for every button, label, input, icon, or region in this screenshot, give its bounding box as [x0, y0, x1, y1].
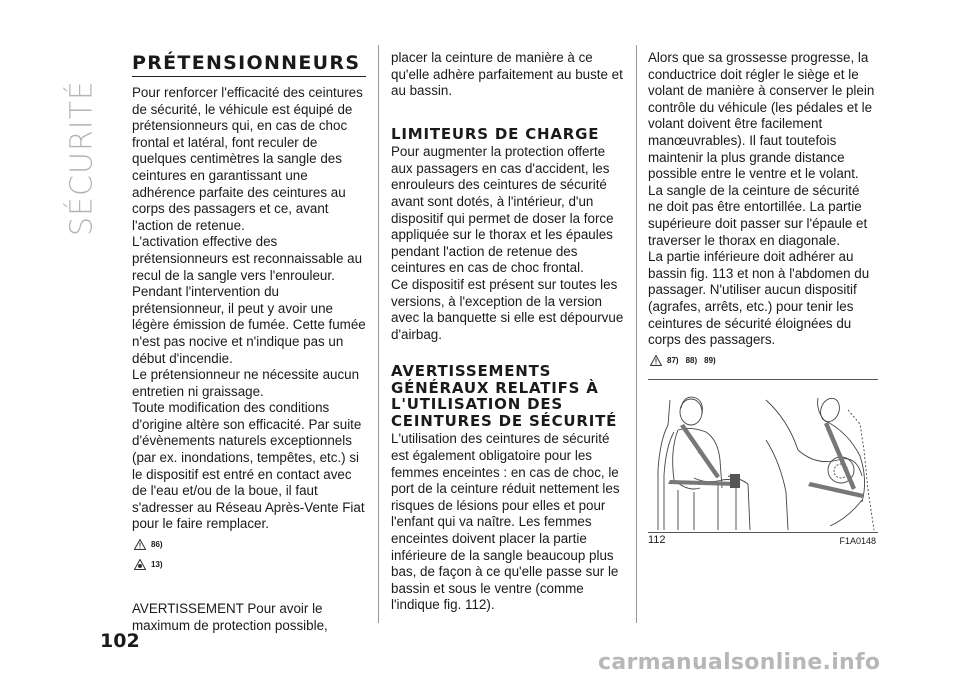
note-icon	[134, 559, 146, 570]
note-ref: 13)	[151, 560, 163, 570]
pregnant-seatbelt-illustration	[648, 380, 878, 532]
warning-reference	[134, 536, 366, 553]
paragraph: Ce dispositif est présent sur toutes les versions, à l'exception de la version avec la banquette si elle est dépourvue d'airbag.	[391, 277, 624, 342]
warning-ref: 88)	[685, 355, 698, 365]
warning-icon	[134, 539, 146, 550]
paragraph: Alors que sa grossesse progresse, la conductrice doit régler le siège et le volant de manière à conserver le plein contrôle du véhicule (les pédales et le volant doivent être facilement manœuvrables). Il faut toutefois maintenir la plus grande distance possible entre le ventre et le volant.	[648, 50, 875, 182]
paragraph-avertissement: AVERTISSEMENT Pour avoir le maximum de protection possible,	[132, 601, 328, 633]
paragraph: La partie inférieure doit adhérer au bassin fig. 113 et non à l'abdomen du passager. N'utiliser aucun dispositif (agrafes, arrêts, etc.) pour tenir les ceintures de sécurité éloignées du corps des passagers.	[648, 249, 870, 348]
column-2	[391, 50, 625, 614]
heading-pretensionneurs: PRÉTENSIONNEURS	[132, 52, 366, 77]
paragraph: La sangle de la ceinture de sécurité ne doit pas être entortillée. La partie supérieure doit passer sur l'épaule et traverser le thorax en diagonale.	[648, 182, 868, 248]
warning-icon	[650, 355, 662, 366]
paragraph: L'activation effective des prétensionneurs est reconnaissable au recul de la sangle vers l'enrouleur.	[132, 234, 363, 283]
column-divider	[636, 45, 637, 623]
paragraph: Pour augmenter la protection offerte aux passagers en cas d'accident, les enrouleurs des ceintures de sécurité avant sont dotés, à l'intérieur, d'un dispositif qui permet de doser la force appliquée sur le thorax et les épaules pendant l'action de retenue des ceintures en cas de choc frontal.	[391, 144, 614, 276]
heading-limiteurs: LIMITEURS DE CHARGE	[391, 124, 600, 143]
note-reference	[134, 556, 366, 573]
warning-ref: 86)	[151, 540, 163, 550]
watermark: carmanualsonline.info	[598, 650, 881, 675]
page-number: 102	[100, 630, 140, 652]
warning-ref: 87)	[667, 355, 679, 365]
paragraph: placer la ceinture de manière à ce qu'elle adhère parfaitement au buste et au bassin.	[391, 50, 623, 99]
paragraph: Pendant l'intervention du prétensionneur, il peut y avoir une légère émission de fumée. Cette fumée n'est pas nocive et n'indique pas un début d'incendie.	[132, 284, 366, 366]
column-3	[648, 50, 878, 546]
warning-ref: 89)	[704, 355, 716, 365]
paragraph: Toute modification des conditions d'origine altère son efficacité. Par suite d'évènements naturels exceptionnels (par ex. inondations, tempêtes, etc.) si le dispositif est entré en contact avec de l'eau et/ou de la boue, il faut s'adresser au Réseau Après-Vente Fiat pour le faire remplacer.	[132, 400, 365, 532]
paragraph: L'utilisation des ceintures de sécurité est également obligatoire pour les femmes enceintes : en cas de choc, le port de la ceinture réduit nettement les risques de lésions pour elles et pour l'enfant qui va naître. Les femmes enceintes doivent placer la partie inférieure de la sangle beaucoup plus bas, de façon à ce qu'elle passe sur le bassin et sous le ventre (comme l'indique fig. 112).	[391, 431, 620, 613]
paragraph: Pour renforcer l'efficacité des ceintures de sécurité, le véhicule est équipé de prétensionneurs qui, en cas de choc frontal et latéral, font reculer de quelques centimètres la sangle des ceintures en garantissant une adhérence parfaite des ceintures au corps des passagers et ce, avant l'action de retenue.	[132, 85, 363, 233]
warning-reference	[650, 352, 878, 369]
section-label: SÉCURITÉ	[64, 80, 100, 236]
figure-code: F1A0148	[839, 535, 876, 546]
figure-number: 112	[648, 533, 666, 546]
paragraph: Le prétensionneur ne nécessite aucun entretien ni graissage.	[132, 367, 360, 399]
column-1	[132, 52, 366, 634]
figure-112	[648, 379, 878, 546]
heading-avertissements: AVERTISSEMENTS GÉNÉRAUX RELATIFS À L'UTILISATION DES CEINTURES DE SÉCURITÉ	[391, 362, 618, 430]
column-divider	[378, 45, 379, 623]
